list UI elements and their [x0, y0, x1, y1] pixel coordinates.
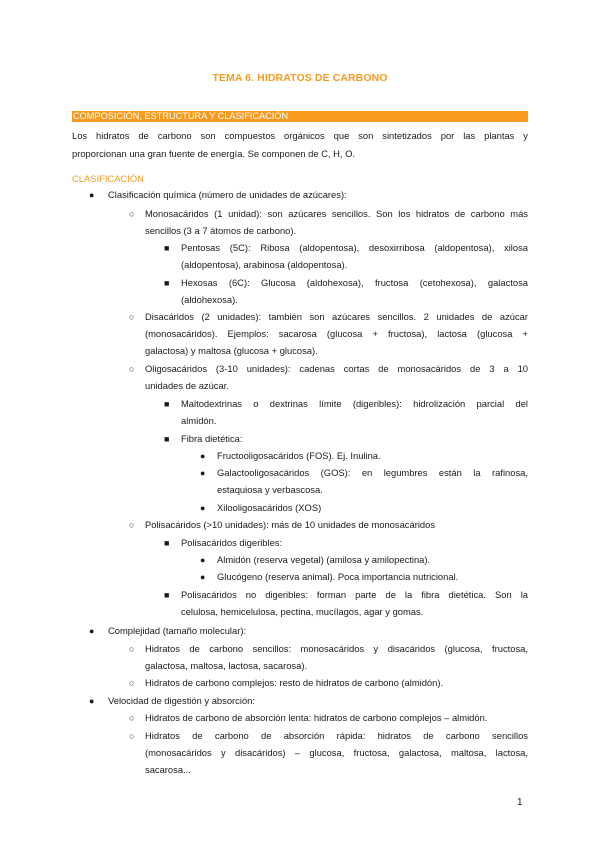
bullet-disc-icon: ● [200, 468, 206, 478]
list-item: (monosacáridos y disacáridos) – glucosa, fructosa, galactosa, maltosa, lactosa, [145, 747, 528, 758]
list-item: Disacáridos (2 unidades): también son azúcares sencillos. 2 unidades de azúcar [145, 311, 528, 322]
list-item: sencillos (3 a 7 átomos de carbono). [145, 225, 297, 236]
list-item: Clasificación química (número de unidades de azúcares): [108, 189, 347, 200]
bullet-disc-icon: ● [200, 451, 206, 461]
document-title: TEMA 6. HIDRATOS DE CARBONO [212, 72, 388, 84]
bullet-disc-icon: ● [200, 555, 206, 565]
list-item: (monosacáridos). Ejemplos: sacarosa (glucosa + fructosa), lactosa (glucosa + [145, 328, 528, 339]
bullet-square-icon: ■ [164, 538, 170, 548]
list-item: Hidratos de carbono de absorción lenta: hidratos de carbono complejos – almidón. [145, 712, 488, 723]
list-item: Fibra dietética: [181, 433, 243, 444]
list-item: Monosacáridos (1 unidad): son azúcares sencillos. Son los hidratos de carbono más [145, 208, 528, 219]
list-item: Hidratos de carbono de absorción rápida: hidratos de carbono sencillos [145, 730, 528, 741]
bullet-disc-icon: ● [200, 572, 206, 582]
bullet-circle-icon: ○ [129, 520, 135, 530]
list-item: galactosa) y maltosa (glucosa + glucosa). [145, 345, 318, 356]
page-number: 1 [517, 797, 523, 808]
bullet-square-icon: ■ [164, 243, 170, 253]
list-item: Velocidad de digestión y absorción: [108, 695, 255, 706]
list-item: Hexosas (6C): Glucosa (aldohexosa), fructosa (cetohexosa), galactosa [181, 277, 528, 288]
list-item: estaquiosa y verbascosa. [217, 484, 323, 495]
list-item: Polisacáridos no digeribles: forman parte de la fibra dietética. Son la [181, 589, 528, 600]
list-item: Glucógeno (reserva animal). Poca importancia nutricional. [217, 571, 459, 582]
bullet-circle-icon: ○ [129, 678, 135, 688]
list-item: almidón. [181, 415, 217, 426]
bullet-circle-icon: ○ [129, 731, 135, 741]
list-item: Complejidad (tamaño molecular): [108, 625, 247, 636]
list-item: Almidón (reserva vegetal) (amilosa y amilopectina). [217, 554, 431, 565]
subheading-clasificacion: CLASIFICACIÓN [72, 173, 144, 184]
bullet-square-icon: ■ [164, 590, 170, 600]
list-item: unidades de azúcar. [145, 380, 229, 391]
bullet-circle-icon: ○ [129, 713, 135, 723]
list-item: Pentosas (5C): Ribosa (aldopentosa), desoxirribosa (aldopentosa), xilosa [181, 242, 528, 253]
bullet-circle-icon: ○ [129, 312, 135, 322]
bullet-disc-icon: ● [200, 503, 206, 513]
intro-line: proporcionan una gran fuente de energía. Se componen de C, H, O. [72, 148, 355, 159]
intro-paragraph [72, 127, 528, 163]
bullet-square-icon: ■ [164, 434, 170, 444]
section-heading-band: COMPOSICIÓN, ESTRUCTURA Y CLASIFICACIÓN [72, 111, 528, 122]
list-item: celulosa, hemicelulosa, pectina, mucílagos, agar y gomas. [181, 606, 424, 617]
list-item: Oligosacáridos (3-10 unidades): cadenas cortas de monosacáridos de 3 a 10 [145, 363, 528, 374]
list-item: Fructooligosacáridos (FOS). Ej. Inulina. [217, 450, 381, 461]
list-item: (aldohexosa). [181, 294, 238, 305]
list-item: Hidratos de carbono sencillos: monosacáridos y disacáridos (glucosa, fructosa, [145, 643, 528, 654]
bullet-circle-icon: ○ [129, 644, 135, 654]
bullet-disc-icon: ● [89, 190, 95, 200]
list-item: Maltodextrinas o dextrinas límite (digeribles): hidrolización parcial del [181, 398, 528, 409]
list-item: Galactooligosacáridos (GOS): en legumbres están la rafinosa, [217, 467, 528, 478]
bullet-disc-icon: ● [89, 626, 95, 636]
bullet-circle-icon: ○ [129, 364, 135, 374]
list-item: Polisacáridos (>10 unidades): más de 10 unidades de monosacáridos [145, 519, 436, 530]
bullet-disc-icon: ● [89, 696, 95, 706]
list-item: (aldopentosa), arabinosa (aldopentosa). [181, 259, 348, 270]
list-item: Polisacáridos digeribles: [181, 537, 283, 548]
list-item: sacarosa... [145, 764, 191, 775]
bullet-square-icon: ■ [164, 399, 170, 409]
intro-line: Los hidratos de carbono son compuestos orgánicos que son sintetizados por las plantas y [72, 130, 528, 141]
list-item: Hidratos de carbono complejos: resto de hidratos de carbono (almidón). [145, 677, 444, 688]
list-item: Xilooligosacáridos (XOS) [217, 502, 322, 513]
bullet-circle-icon: ○ [129, 209, 135, 219]
bullet-square-icon: ■ [164, 278, 170, 288]
list-item: galactosa, maltosa, lactosa, sacarosa). [145, 660, 308, 671]
